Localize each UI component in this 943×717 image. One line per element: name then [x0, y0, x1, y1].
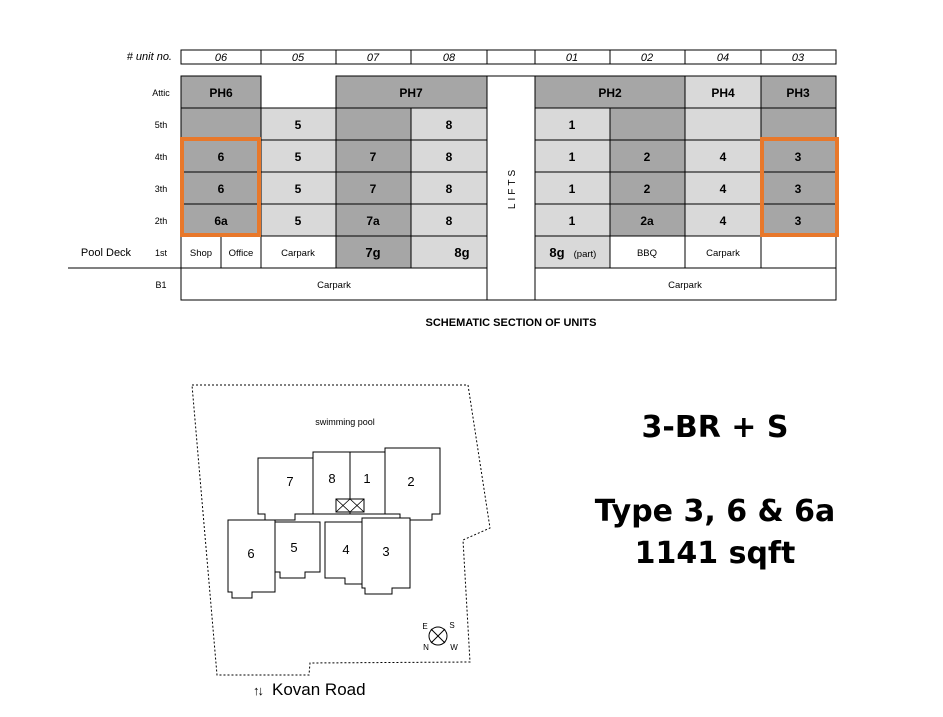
unit-cell-label: PH6	[209, 86, 233, 100]
unit-cell-label: 6a	[214, 214, 228, 228]
road-label: Kovan Road	[272, 680, 366, 699]
area-line: 1141 sqft	[634, 536, 796, 571]
block-label: 6	[247, 546, 255, 561]
road-label-group	[253, 680, 366, 700]
carpark-label: Carpark	[706, 248, 740, 259]
floor-label: B1	[155, 280, 167, 290]
unit-cell-label: PH4	[711, 86, 735, 100]
unit-cell-label: 7a	[366, 214, 380, 228]
unit-cell-label: 1	[568, 150, 576, 164]
unit-number: 03	[791, 52, 805, 64]
section-caption: SCHEMATIC SECTION OF UNITS	[425, 317, 597, 329]
unit-cell-label: 3	[794, 214, 802, 228]
unit-cell-sublabel: (part)	[573, 249, 597, 260]
block-label: 3	[382, 544, 390, 559]
compass-icon	[422, 621, 458, 652]
unit-cell-label: 8	[445, 214, 453, 228]
block-label: 4	[342, 542, 350, 557]
unit-cell-label: 3	[794, 182, 802, 196]
unit-cell-label: PH7	[399, 86, 423, 100]
unit-cell-label: 1	[568, 182, 576, 196]
bbq-label: BBQ	[636, 248, 658, 259]
floor-label: Attic	[152, 88, 170, 98]
unit-number: 06	[214, 52, 228, 64]
unit-number: 07	[366, 52, 380, 64]
unit-cell-label: 8g	[454, 245, 470, 260]
unit-number: 04	[716, 52, 730, 64]
carpark-label: Carpark	[281, 248, 315, 259]
unit-cell-label: 8g	[549, 245, 565, 260]
unit-number: 02	[640, 52, 654, 64]
unit-cell-label: 8	[445, 182, 453, 196]
unit-cell-label: 2	[643, 182, 651, 196]
unit-number: 05	[291, 52, 305, 64]
carpark-label: Carpark	[668, 280, 702, 291]
unit-cell-label: PH3	[786, 86, 810, 100]
block-label: 8	[328, 471, 336, 486]
unit-type-title: 3-BR + S	[641, 410, 789, 445]
pool-deck-label: Pool Deck	[80, 247, 132, 259]
floor-label: 5th	[154, 120, 168, 130]
unit-cell-label: 6	[217, 150, 225, 164]
compass-label: S	[449, 621, 455, 630]
block-label: 2	[407, 474, 415, 489]
floor-label: 2th	[154, 216, 168, 226]
office-label: Office	[228, 248, 254, 259]
lifts-label: LIFTS	[507, 166, 518, 210]
block-label: 7	[286, 474, 294, 489]
unit-cell-label: 7	[369, 182, 377, 196]
unit-cell-label: 4	[719, 214, 727, 228]
unit-number: 01	[565, 52, 579, 64]
unit-cell-label: 5	[294, 214, 302, 228]
unit-cell-label: 3	[794, 150, 802, 164]
unit-cell-label: 4	[719, 182, 727, 196]
unit-cell-label: 7g	[365, 245, 381, 260]
block-label: 5	[290, 540, 298, 555]
unit-cell-label: 5	[294, 150, 302, 164]
unit-cell-label: 2a	[640, 214, 654, 228]
unit-cell-label: 4	[719, 150, 727, 164]
shop-label: Shop	[189, 248, 213, 259]
pool-label: swimming pool	[315, 417, 375, 427]
floor-label: 3th	[154, 184, 168, 194]
carpark-label: Carpark	[317, 280, 351, 291]
unit-cell-label: 7	[369, 150, 377, 164]
floor-label: 4th	[154, 152, 168, 162]
block-label: 1	[363, 471, 371, 486]
unit-cell-label: 8	[445, 118, 453, 132]
unit-cell-label: 5	[294, 118, 302, 132]
compass-label: N	[423, 643, 429, 652]
lift-core	[336, 499, 364, 512]
unit-number: 08	[442, 52, 456, 64]
unit-cell-label: 1	[568, 214, 576, 228]
block-7	[258, 458, 313, 520]
type-line: Type 3, 6 & 6a	[594, 494, 836, 529]
unit-cell-label: PH2	[598, 86, 622, 100]
unit-cell-label: 2	[643, 150, 651, 164]
north-south-arrows-icon: ↑↓	[253, 682, 262, 698]
compass-label: W	[450, 643, 458, 652]
unit-cell-label: 1	[568, 118, 576, 132]
unit-cell-label: 5	[294, 182, 302, 196]
floor-label: 1st	[154, 248, 168, 258]
unit-cell-label: 6	[217, 182, 225, 196]
unit-no-label: # unit no.	[126, 51, 172, 63]
compass-label: E	[422, 622, 428, 631]
unit-cell-label: 8	[445, 150, 453, 164]
